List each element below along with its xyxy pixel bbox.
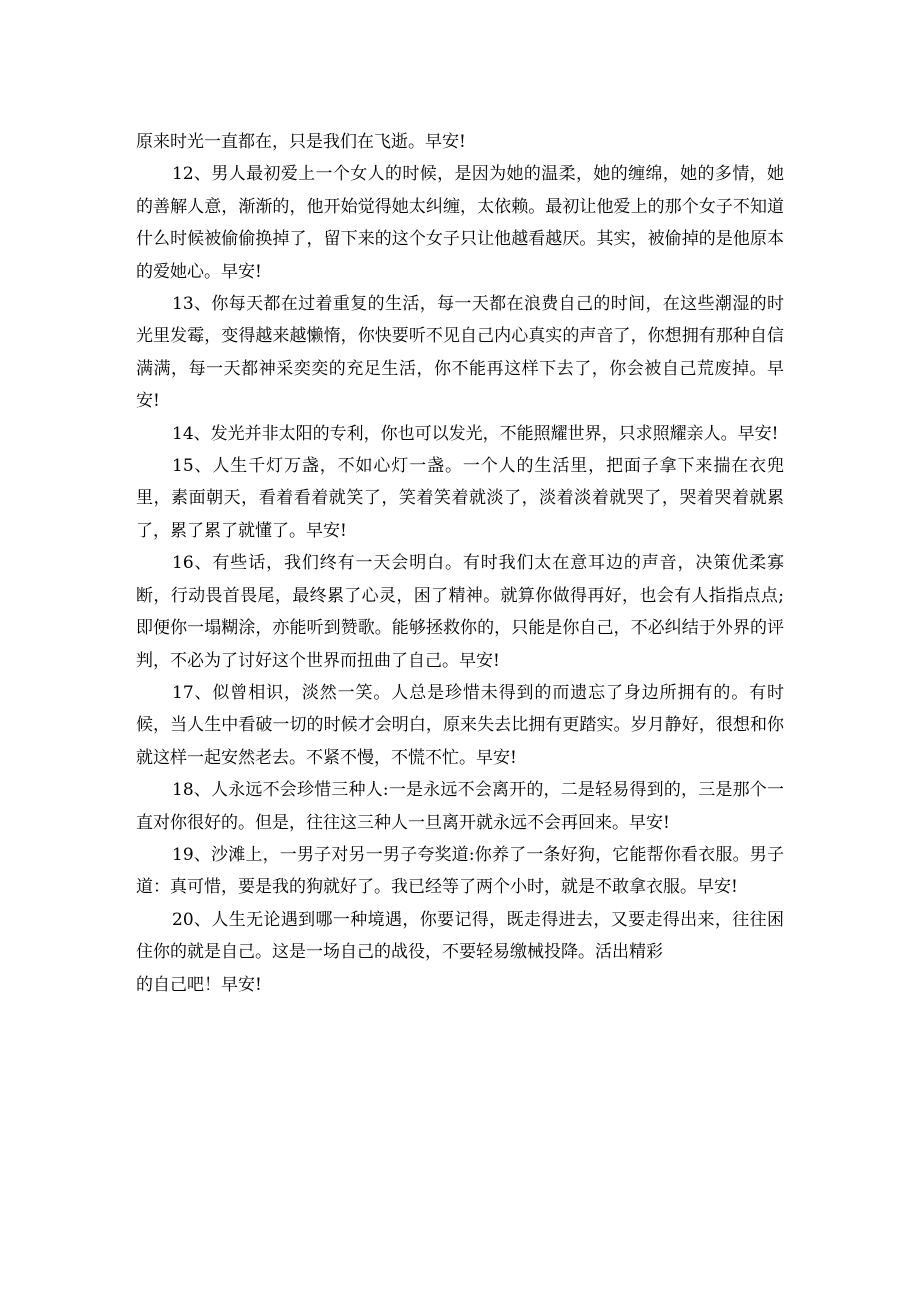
paragraph-20-tail: 的自己吧！早安! [136,974,262,995]
paragraph-16: 16、有些话，我们终有一天会明白。有时我们太在意耳边的声音，决策优柔寡断，行动畏首畏尾，最终累了心灵，困了精神。就算你做得再好，也会有人指指点点;即便你一塌糊涂，亦能听到赞歌。能够拯救你的，只能是你自己，不必纠结于外界的评判，不必为了讨好这个世界而扭曲了自己。早安! [136,553,784,671]
paragraph-14: 14、发光并非太阳的专利，你也可以发光，不能照耀世界，只求照耀亲人。早安! [172,423,779,444]
paragraph-15: 15、人生千灯万盏，不如心灯一盏。一个人的生活里，把面子拿下来揣在衣兜里，素面朝天，看着看着就笑了，笑着笑着就淡了，淡着淡着就哭了，哭着哭着就累了，累了累了就懂了。早安! [136,456,784,541]
paragraph-17: 17、似曾相识，淡然一笑。人总是珍惜未得到的而遗忘了身边所拥有的。有时候，当人生中看破一切的时候才会明白，原来失去比拥有更踏实。岁月静好，很想和你就这样一起安然老去。不紧不慢，不慌不忙。早安! [136,682,784,768]
paragraph-13: 13、你每天都在过着重复的生活，每一天都在浪费自己的时间，在这些潮湿的时光里发霉，变得越来越懒惰，你快要听不见自己内心真实的声音了，你想拥有那种自信满满，每一天都神采奕奕的充足生活，你不能再这样下去了，你会被自己荒废掉。早安! [136,294,784,412]
paragraph-20: 20、人生无论遇到哪一种境遇，你要记得，既走得进去，又要走得出来，往往困住你的就是自己。这是一场自己的战役，不要轻易缴械投降。活出精彩 [136,909,784,963]
paragraph-11-tail: 原来时光一直都在，只是我们在飞逝。早安! [136,132,466,152]
body-text [136,126,784,1001]
paragraph-19: 19、沙滩上，一男子对另一男子夸奖道:你养了一条好狗，它能帮你看衣服。男子道：真可惜，要是我的狗就好了。我已经等了两个小时，就是不敢拿衣服。早安! [136,844,784,898]
paragraph-12: 12、男人最初爱上一个女人的时候，是因为她的温柔，她的缠绵，她的多情，她的善解人意，渐渐的，他开始觉得她太纠缠，太依赖。最初让他爱上的那个女子不知道什么时候被偷偷换掉了，留下来的这个女子只让他越看越厌。其实，被偷掉的是他原本的爱她心。早安! [136,164,784,282]
paragraph-18: 18、人永远不会珍惜三种人:一是永远不会离开的，二是轻易得到的，三是那个一直对你很好的。但是，往往这三种人一旦离开就永远不会再回来。早安! [136,780,784,833]
